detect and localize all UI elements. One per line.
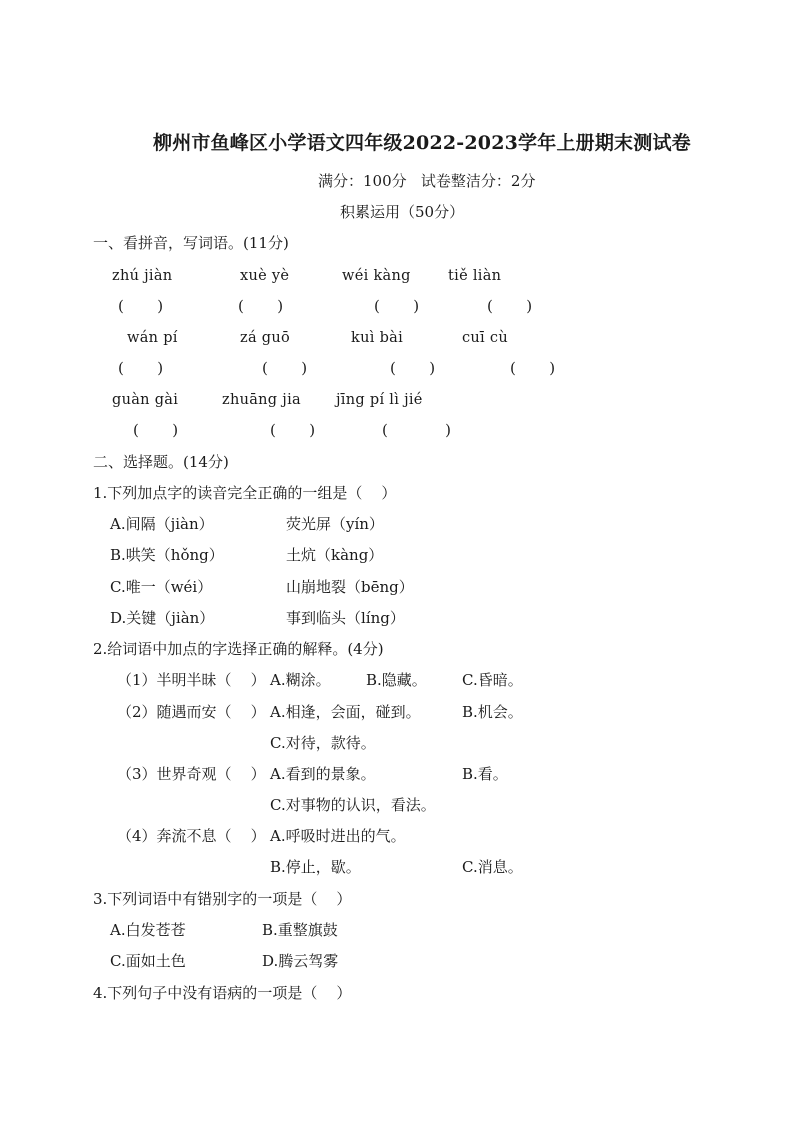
q3-option-c[interactable]: C.面如土色 — [110, 952, 186, 970]
pinyin-xueye: xuè yè — [240, 268, 290, 284]
section2-heading: 二、选择题。(14分) — [93, 453, 229, 471]
answer-blank-4[interactable]: ( ) — [487, 297, 533, 315]
exam-title: 柳州市鱼峰区小学语文四年级2022-2023学年上册期末测试卷 — [153, 132, 691, 154]
answer-blank-8[interactable]: ( ) — [510, 359, 556, 377]
q1-option-c-word2: 山崩地裂（bēng） — [286, 578, 414, 596]
q3-option-a[interactable]: A.白发苍苍 — [110, 921, 186, 939]
q1-option-b-word2: 土炕（kàng） — [286, 546, 384, 564]
q2-item2-option-c[interactable]: C.对待，款待。 — [270, 734, 376, 752]
q2-item2-option-a[interactable]: A.相逢，会面，碰到。 — [270, 703, 421, 721]
q2-item2-option-b[interactable]: B.机会。 — [462, 703, 523, 721]
q1-option-d[interactable]: D.关键（jiàn） — [110, 609, 215, 627]
pinyin-tielian: tiě liàn — [448, 268, 502, 284]
q1-stem: 1.下列加点字的读音完全正确的一组是（ ） — [93, 484, 397, 502]
q2-item3-option-a[interactable]: A.看到的景象。 — [270, 765, 376, 783]
score-line: 满分：100分 试卷整洁分：2分 — [318, 172, 536, 190]
pinyin-wanpi: wán pí — [127, 330, 178, 346]
q3-stem: 3.下列词语中有错别字的一项是（ ） — [93, 890, 352, 908]
q4-stem: 4.下列句子中没有语病的一项是（ ） — [93, 984, 352, 1002]
q2-item1-word: （1）半明半昧（ ） — [117, 671, 266, 689]
part-title: 积累运用（50分） — [340, 203, 465, 221]
answer-blank-7[interactable]: ( ) — [390, 359, 436, 377]
q2-stem: 2.给词语中加点的字选择正确的解释。(4分) — [93, 640, 384, 658]
pinyin-jingpilijie: jīng pí lì jié — [336, 392, 423, 408]
q2-item2-word: （2）随遇而安（ ） — [117, 703, 266, 721]
pinyin-zaguo: zá guō — [240, 330, 291, 346]
q1-option-a[interactable]: A.间隔（jiàn） — [110, 515, 214, 533]
pinyin-zhujian: zhú jiàn — [112, 268, 173, 284]
pinyin-zhuangjia: zhuāng jia — [222, 392, 301, 408]
answer-blank-5[interactable]: ( ) — [118, 359, 164, 377]
q3-option-d[interactable]: D.腾云驾雾 — [262, 952, 339, 970]
answer-blank-6[interactable]: ( ) — [262, 359, 308, 377]
q1-option-c[interactable]: C.唯一（wéi） — [110, 578, 213, 596]
q2-item3-word: （3）世界奇观（ ） — [117, 765, 266, 783]
q1-option-d-word2: 事到临头（líng） — [286, 609, 405, 627]
q2-item1-option-a[interactable]: A.糊涂。 — [270, 671, 331, 689]
q2-item4-option-b[interactable]: B.停止，歇。 — [270, 858, 361, 876]
pinyin-kuibai: kuì bài — [351, 330, 404, 346]
q2-item4-option-a[interactable]: A.呼吸时进出的气。 — [270, 827, 406, 845]
answer-blank-10[interactable]: ( ) — [270, 421, 316, 439]
q2-item4-word: （4）奔流不息（ ） — [117, 827, 266, 845]
q1-option-b[interactable]: B.哄笑（hǒng） — [110, 546, 224, 564]
answer-blank-2[interactable]: ( ) — [238, 297, 284, 315]
q3-option-b[interactable]: B.重整旗鼓 — [262, 921, 338, 939]
q2-item3-option-b[interactable]: B.看。 — [462, 765, 508, 783]
answer-blank-3[interactable]: ( ) — [374, 297, 420, 315]
q2-item3-option-c[interactable]: C.对事物的认识，看法。 — [270, 796, 436, 814]
pinyin-weikang: wéi kàng — [342, 268, 411, 284]
pinyin-cuicu: cuī cù — [462, 330, 508, 346]
section1-heading: 一、看拼音，写词语。(11分) — [93, 234, 289, 252]
answer-blank-9[interactable]: ( ) — [133, 421, 179, 439]
answer-blank-11[interactable]: ( ) — [382, 421, 451, 439]
q2-item4-option-c[interactable]: C.消息。 — [462, 858, 523, 876]
answer-blank-1[interactable]: ( ) — [118, 297, 164, 315]
q2-item1-option-b[interactable]: B.隐藏。 — [366, 671, 427, 689]
pinyin-guangai: guàn gài — [112, 392, 179, 408]
q2-item1-option-c[interactable]: C.昏暗。 — [462, 671, 523, 689]
q1-option-a-word2: 荧光屏（yín） — [286, 515, 384, 533]
